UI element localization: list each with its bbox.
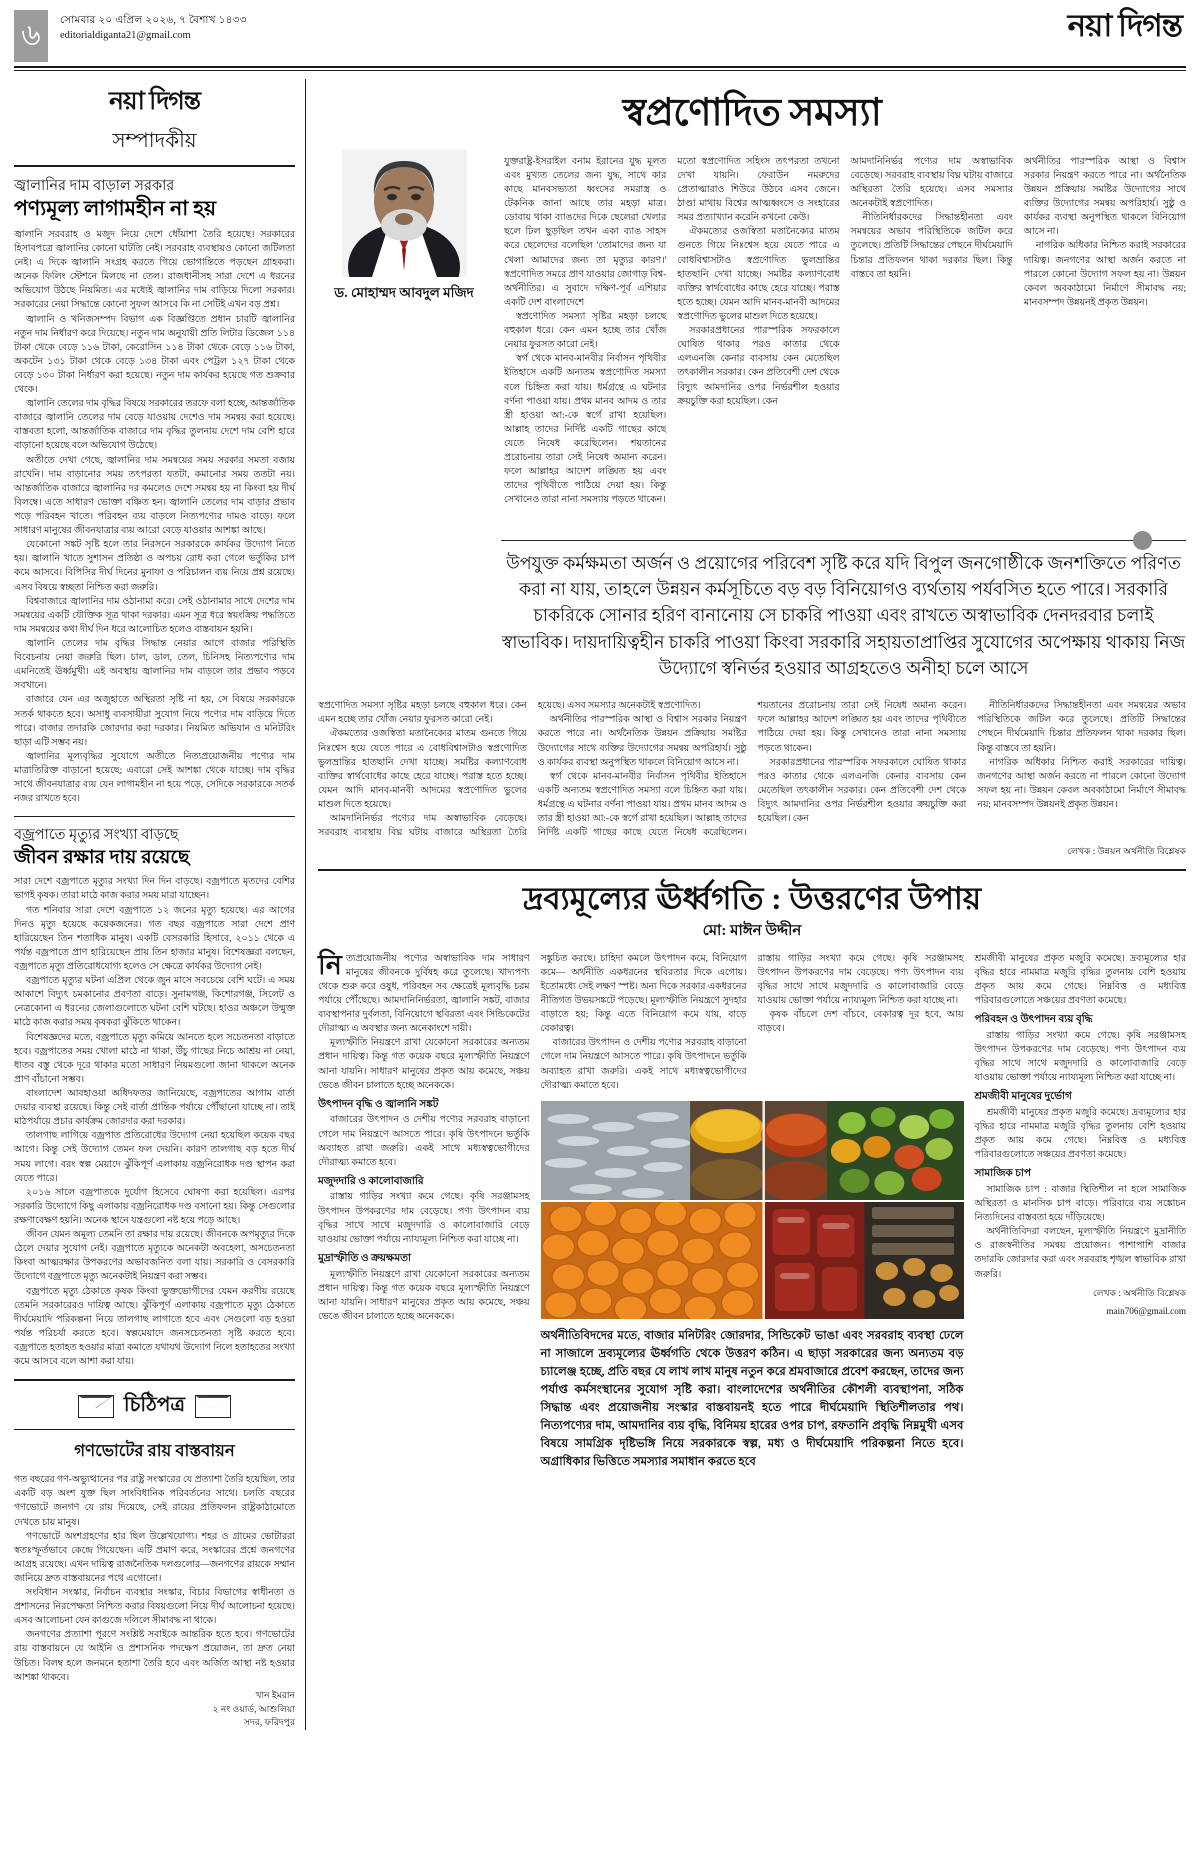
bottom-article-title: দ্রব্যমূল্যের ঊর্ধ্বগতি : উত্তরণের উপায় bbox=[522, 881, 982, 917]
subhead-2: মজুদদারি ও কালোবাজারি bbox=[318, 1175, 424, 1187]
main-article-lead-columns bbox=[504, 149, 1186, 508]
main-article-body-bottom bbox=[318, 699, 1186, 840]
paragraph: বজ্রপাতে মৃত্যুর ঘটনা এপ্রিল থেকে জুন মাসে সবচেয়ে বেশি ঘটে। এ সময় আকাশে বিদ্যুৎ চমকানোর প্রবণতা বাড়ে। সুনামগঞ্জ, কিশোরগঞ্জ, সিলেট ও নেত্রকোনা এ ধরনের জেলাগুলোতে ঘটনা বেশি ঘটছে। হাওর অঞ্চলে উন্মুক্ত মাঠে কাজ করার সময় কৃষকরা ঝুঁকিতে থাকেন। bbox=[14, 976, 295, 1029]
paragraph: শ্রমজীবী মানুষের প্রকৃত মজুরি কমেছে। দ্রব্যমূল্যের হার বৃদ্ধির হারে নামমাত্র মজুরি বৃদ্ধির তুলনায় বেশি হওয়ায় প্রকৃত আয় কমে গেছে। নিম্নবিত্ত ও মধ্যবিত্ত পরিবারগুলোতে সঞ্চয়ের প্রবণতা কমেছে। bbox=[974, 953, 1186, 1007]
editorial-email: editorialdiganta21@gmail.com bbox=[60, 30, 191, 42]
editorial-masthead bbox=[14, 79, 295, 124]
paragraph: সারা দেশে বজ্রপাতে মৃত্যুর সংখ্যা দিন দিন বাড়ছে। বজ্রপাতে মৃতদের বেশির ভাগই কৃষক। তারা মাঠে কাজ করার সময় মারা যাচ্ছেন। bbox=[14, 877, 295, 902]
paragraph: তালগাছ লাগিয়ে বজ্রপাত প্রতিরোধের উদ্যোগ নেয়া হয়েছিল কয়েক বছর আগে। কিন্তু সেই উদ্যোগ তেমন ফল দেয়নি। কারণ তালগাছ বড় হতে দীর্ঘ সময় লাগে। বরং স্বল্প মেয়াদে ঝুঁকিপূর্ণ এলাকায় বজ্রনিরোধক দণ্ড স্থাপন করা যেতে পারে। bbox=[14, 1131, 295, 1184]
header-divider bbox=[14, 66, 1186, 68]
paragraph: মূল্যস্ফীতি নিয়ন্ত্রণে রাখা যেকোনো সরকারের অন্যতম প্রধান দায়িত্ব। কিন্তু গত কয়েক বছরে মূল্যস্ফীতি নিয়ন্ত্রণে আনা যায়নি। সাধারণ মানুষের প্রকৃত আয় কমেছে, সঞ্চয় ভেঙে জীবন চালাতে হচ্ছে অনেককে। bbox=[318, 1038, 530, 1091]
pullquote-dot-icon bbox=[1133, 531, 1152, 550]
subhead-5: শ্রমজীবী মানুষের দুর্ভোগ bbox=[974, 1091, 1072, 1103]
lead-col-grid bbox=[504, 155, 1186, 508]
pull-quote bbox=[501, 526, 1186, 682]
paragraph: জ্বালানির মূল্যবৃদ্ধির সুযোগে অতীতে নিত্যপ্রয়োজনীয় পণ্যের দাম মাত্রাতিরিক্ত বাড়ানো হয়েছে; এবারো সেই আশঙ্কা থেকে যাচ্ছে। দাম বৃদ্ধির সাথে জীবনযাত্রার ব্যয় যেন লাগামহীন না হয়ে পড়ে, সেদিকে সরকারকে সতর্ক নজর রাখতে হবে। bbox=[14, 751, 295, 805]
editorial-2-headline: জীবন রক্ষার দায় রয়েছে bbox=[14, 847, 190, 869]
editorial-2-kicker: বজ্রপাতে মৃত্যুর সংখ্যা বাড়ছে bbox=[14, 827, 179, 844]
paragraph: ২০১৬ সালে বজ্রপাতকে দুর্যোগ হিসেবে ঘোষণা করা হয়েছিল। এরপর সরকারি উদ্যোগে কিছু এলাকায় বজ্রনিরোধক দণ্ড বসানো হয়। কিন্তু সেগুলোর রক্ষণাবেক্ষণ হয়নি। অনেক স্থানে যন্ত্রগুলো নষ্ট হয়ে পড়ে আছে। bbox=[14, 1187, 295, 1226]
editorial-item-1 bbox=[14, 177, 295, 806]
letters-section bbox=[14, 1390, 295, 1730]
paragraph: আমদানিনির্ভর পণ্যের দাম অস্বাভাবিক বেড়েছে। সরবরাহ ব্যবস্থায় বিঘ্ন ঘটায় বাজারে অস্থিরতা তৈরি হয়েছে। এসব সমস্যার অনেকটাই স্বপ্রণোদিত। bbox=[850, 156, 1013, 210]
paragraph: স্বপ্রণোদিত সমস্যা সৃষ্টির মহড়া চলছে বহুকাল ধরে। কেন এমন হচ্ছে তার খোঁজ নেয়ার ফুরসত কারো নেই। bbox=[318, 701, 527, 726]
editorial-brand: নয়া দিগন্ত bbox=[108, 88, 201, 115]
bottom-col-3 bbox=[758, 952, 964, 1093]
paragraph: জ্বালানি তেলের দাম বৃদ্ধির সিদ্ধান্ত নেয়ার আগে বাজার পরিস্থিতি বিবেচনায় নেয়া জরুরি ছিল। চাল, ডাল, তেল, চিনিসহ নিত্যপণ্যের দাম এমনিতেই ঊর্ধ্বমুখী। এই অবস্থায় জ্বালানির দাম বাড়লে তার প্রভাব পড়বে সবখানে। bbox=[14, 639, 295, 692]
paragraph: রাস্তায় গাড়ির সংখ্যা কমে গেছে। কৃষি সরঞ্জামসহ উৎপাদন উপকরণের দাম বেড়েছে। পণ্য উৎপাদন ব্যয় বৃদ্ধির সাথে সাথে মজুদদারি ও কালোবাজারি বেড়ে যাওয়ায় ভোক্তা পর্যায়ে ন্যায্যমূল্য নিশ্চিত করা যাচ্ছে না। bbox=[757, 953, 964, 1007]
paragraph: গত বছরের গণ-অভ্যুত্থানের পর রাষ্ট্র সংস্কারের যে প্রত্যাশা তৈরি হয়েছিল, তার একটি বড় অংশ যুক্ত ছিল সাংবিধানিক পরিবর্তনের সাথে। চলতি বছরের গণভোটে জনগণ যে রায় দিয়েছে, সেই রায়ের প্রতিফলন রাষ্ট্রকাঠামোতে দেখতে চায় মানুষ। bbox=[14, 1475, 295, 1528]
paragraph: নাগরিক অধিকার নিশ্চিত করাই সরকারের দায়িত্ব। জনগণের আস্থা অর্জন করতে না পারলে কোনো উদ্যোগ সফল হয় না। উন্নয়ন কেবল অবকাঠামো নির্মাণে সীমাবদ্ধ নয়; মানবসম্পদ উন্নয়নই প্রকৃত উন্নয়ন। bbox=[1023, 241, 1186, 308]
bottom-article-footer-mail: main706@gmail.com bbox=[1106, 1306, 1186, 1317]
paragraph: অর্থনীতির পারস্পরিক আস্থা ও বিশ্বাস সরকার নিয়ন্ত্রণ করতে পারে না। অর্থনৈতিক উন্নয়ন প্রক্রিয়ায় সমষ্টির উদ্যোগের সাথে ব্যক্তির উদ্যোগের সমন্বয় অপরিহার্য। সুষ্ঠু ও কার্যকর ব্যবস্থা অনুপস্থিত থাকলে বিনিয়োগ আসে না। bbox=[1023, 156, 1186, 238]
bottom-center-cols bbox=[541, 952, 964, 1093]
pullquote-text: উপযুক্ত কর্মক্ষমতা অর্জন ও প্রয়োগের পরিবেশ সৃষ্টি করে যদি বিপুল জনগোষ্ঠীকে জনশক্তিতে পরিণত করা না যায়, তাহলে উন্নয়ন কর্মসূচিতে বড় বড় বিনিয়োগও ব্যর্থতায় পর্যবসিত হতে পারে। সরকারি চাকরিকে সোনার হরিণ বানানোয় সে চাকরি পাওয়া এবং রাখতে অস্বাভাবিক দেনদরবার চলাই স্বাভাবিক। দায়দায়িত্বহীন চাকরি পাওয়া কিংবা সরকারি সহায়তাপ্রাপ্তির সুযোগের অপেক্ষায় থাকায় নিজ উদ্যোগে স্বনির্ভর হওয়ার আগ্রহতেও অনীহা চলে আসে bbox=[501, 552, 1186, 678]
bottom-article-grid bbox=[318, 949, 1186, 1471]
page-number-glyph: ৬ bbox=[21, 18, 41, 53]
letters-header bbox=[14, 1390, 295, 1423]
header-meta bbox=[60, 10, 1068, 43]
subhead-6: সামাজিক চাপ bbox=[974, 1168, 1031, 1180]
paragraph: ঐকমত্যের ওজস্বিতা মতানৈক্যের মাতম গুনতে গিয়ে নিঃশ্বেস হয়ে যেতে পারে এ বোধবিশ্বাসটাও স্বপ্রণোদিত ভুলভ্রান্তির হাতছানি দেখা যাচ্ছে। সমষ্টির কল্যাণবোধ ব্যক্তির স্বার্থবোধের কাছে হেরে যাচ্ছে। পরাস্ত হতে হচ্ছে। যেমন আদি মানব-মানবী আদমের স্বপ্রণোদিত ভুলের মাশুল দিতে হয়েছে। bbox=[318, 729, 527, 810]
paragraph: রাস্তায় গাড়ির সংখ্যা কমে গেছে। কৃষি সরঞ্জামসহ উৎপাদন উপকরণের দাম বেড়েছে। পণ্য উৎপাদন ব্যয় বৃদ্ধির সাথে সাথে মজুদদারি ও কালোবাজারি বেড়ে যাওয়ায় ভোক্তা পর্যায়ে ন্যায্যমূল্য নিশ্চিত করা যাচ্ছে না। bbox=[318, 1192, 530, 1245]
content-grid bbox=[0, 71, 1200, 1730]
bottom-col-4 bbox=[975, 952, 1187, 1471]
lead-col-2 bbox=[677, 155, 839, 508]
author-portrait-illustration bbox=[342, 149, 467, 277]
paragraph: বাজারে যেন এর অজুহাতে অস্থিরতা সৃষ্টি না হয়, সে বিষয়ে সরকারকে সতর্ক থাকতে হবে। অসাধু ব্যবসায়ীরা সুযোগ নিয়ে পণ্যের দাম বাড়িয়ে দিতে পারে। বাজার তদারকি জোরদার করা দরকার। নিয়মিত অভিযান ও মনিটরিং ছাড়া এটি সম্ভব নয়। bbox=[14, 695, 295, 748]
bottom-article-byline: মো: মাঈন উদ্দীন bbox=[702, 922, 802, 939]
letters-separator bbox=[14, 1379, 295, 1381]
paragraph: জ্বালানি সরবরাহ ও মজুদ নিয়ে দেশে ধোঁয়াশা তৈরি হয়েছে। সরকারের হিসাবপত্রে জ্বালানির কোনো ঘাটতি নেই। সরবরাহ ব্যবস্থায়ও কোনো জটিলতা নেই। এ দিকে জ্বালানি সংগ্রহ করতে গিয়ে ভোগান্তিতে পড়ছেন গ্রাহকরা। অনেক ফিলিং স্টেশনে মিলছে না তেল। রাজধানীসহ সারা দেশে এ ধরনের অভিযোগ উঠছে নিয়মিত। এর মধ্যেই জ্বালানির দাম বাড়িয়ে দিলো সরকার। সরকারের নেয়া সিদ্ধান্তে কোনো সুফল আসবে কি না সেটিই এখন বড় প্রশ্ন। bbox=[14, 229, 295, 311]
editorial-1-headline: পণ্যমূল্য লাগামহীন না হয় bbox=[14, 197, 217, 220]
bottom-col-2 bbox=[541, 952, 747, 1093]
letter-body bbox=[14, 1473, 295, 1685]
photo-caption: অর্থনীতিবিদদের মতে, বাজার মনিটরিং জোরদার, সিন্ডিকেট ভাঙা এবং সরবরাহ ব্যবস্থা ঢেলে না সাজালে দ্রব্যমূল্যের ঊর্ধ্বগতি থেকে উত্তরণ কঠিন। এ ছাড়া সরকারের জন্য অন্যতম বড় চ্যালেঞ্জ হচ্ছে, প্রতি বছর যে লাখ লাখ মানুষ নতুন করে শ্রমবাজারে প্রবেশ করছেন, তাদের জন্য পর্যাপ্ত কর্মসংস্থানের সুযোগ সৃষ্টি করা। বাংলাদেশের অর্থনীতির কৌশলী ব্যবস্থাপনা, সঠিক সিদ্ধান্ত এবং প্রয়োজনীয় সংস্কার বাস্তবায়নই হতে পারে দীর্ঘমেয়াদি স্থিতিশীলতার পথ। নিত্যপণ্যের দাম, আমদানির ব্যয় বৃদ্ধি, বিনিময় হারের ওপর চাপ, রফতানি প্রবৃদ্ধি নিম্নমুখী এসব বিষয়ে সামগ্রিক দৃষ্টিভঙ্গি নিয়ে সরকারকে স্বল্প, মধ্য ও দীর্ঘমেয়াদি পরিকল্পনা নিতে হবে। অগ্রাধিকার ভিত্তিতে সমস্যার সমাধান করতে হবে bbox=[540, 1328, 964, 1468]
paragraph: সঙ্কুচিত করছে। চাহিদা কমলে উৎপাদন কমে, বিনিয়োগ কমে— অর্থনীতি একধরনের স্থবিরতার দিকে এগোয়। ইতোমধ্যে সেই লক্ষণ স্পষ্ট। অন্য দিকে সরকার একধরনের নীতিগত উভয়সঙ্কটে পড়েছে। মূল্যস্ফীতি নিয়ন্ত্রণে সুদহার বাড়াতে হয়; কিন্তু এতে বিনিয়োগ কমে যায়, বাড়ে বেকারত্ব। bbox=[540, 953, 747, 1035]
letter-signature-addr2: সদর, ফরিদপুর bbox=[243, 1717, 295, 1728]
paragraph: বাজারের উৎপাদন ও দেশীয় পণ্যের সরবরাহ বাড়ানো গেলে দাম নিয়ন্ত্রণে আসতে পারে। কৃষি উৎপাদনে ভর্তুকি অব্যাহত রাখা জরুরি। একই সাথে মধ্যস্বত্বভোগীদের দৌরাত্ম্য কমাতে হবে। bbox=[540, 1038, 747, 1091]
paragraph: বাংলাদেশ আবহাওয়া অধিদফতর জানিয়েছে, বজ্রপাতের আগাম বার্তা দেয়ার ব্যবস্থা রয়েছে। কিন্তু সেই বার্তা প্রান্তিক পর্যায়ে পৌঁছানো যাচ্ছে না। তাই মাঠপর্যায়ে প্রচার কার্যক্রম জোরদার করা দরকার। bbox=[14, 1088, 295, 1128]
paragraph: স্বর্গ থেকে মানব-মানবীর নির্বাসন পৃথিবীর ইতিহাসে একটি অন্যতম স্বপ্রণোদিত সমস্যা বলে চিহ্নিত করা যায়। ধর্মগ্রন্থে এ ঘটনার বর্ণনা পাওয়া যায়। প্রথম মানব আদম ও তার স্ত্রী হাওয়া আ:-কে স্বর্গে রাখা হয়েছিল। আল্লাহ তাদের নির্দিষ্ট একটি গাছের কাছে যেতে নিষেধ করেছিলেন। শয়তানের প্ররোচনায় তারা সেই নিষেধ অমান্য করেন। ফলে আল্লাহর আদেশ লঙ্ঘিত হয় এবং তাদের পৃথিবীতে পাঠিয়ে দেয়া হয়। কিন্তু সেখানেও তারা নানা সমস্যায় পড়তে থাকেন। bbox=[504, 354, 667, 506]
paragraph: গণভোটে অংশগ্রহণের হার ছিল উল্লেখযোগ্য। শহর ও গ্রামের ভোটাররা স্বতঃস্ফূর্তভাবে কেন্দ্রে গিয়েছেন। এটি প্রমাণ করে, সংস্কারের প্রশ্নে জনগণের আগ্রহ রয়েছে। এখন দায়িত্ব রাজনৈতিক দলগুলোর—জনগণের রায়কে সম্মান জানিয়ে দ্রুত বাস্তবায়নের পথে এগোনো। bbox=[14, 1531, 295, 1584]
lead-col-3 bbox=[851, 155, 1013, 508]
paragraph: বিশেষজ্ঞদের মতে, বজ্রপাতে মৃত্যু কমিয়ে আনতে হলে সচেতনতা বাড়াতে হবে। বজ্রপাতের সময় খোলা মাঠে না থাকা, উঁচু গাছের নিচে আশ্রয় না নেয়া, ধাতব বস্তু থেকে দূরে থাকার মতো সাধারণ নিয়মগুলো জানা থাকলে অনেক প্রাণ বাঁচানো সম্ভব। bbox=[14, 1032, 295, 1085]
editorial-rule bbox=[14, 165, 295, 167]
editorial-1-body bbox=[14, 228, 295, 806]
paragraph: অতীতে দেখা গেছে, জ্বালানির দাম সমন্বয়ের সময় সরকার সমতা বজায় রাখেনি। দাম বাড়ানোর সময় তৎপরতা যতটা, কমানোর সময় ততটা নয়। আন্তর্জাতিক বাজারে জ্বালানির দর কমলেও দেশে সমন্বয় হয় না কিংবা হয় দীর্ঘ বিলম্বে। এতে সাধারণ ভোক্তা বঞ্চিত হন। জ্বালানি তেলের দাম বাড়ার প্রভাব পড়ে পরিবহন খাতে। পরিবহন ব্যয় বাড়লে নিত্যপণ্যের দামও বাড়ে। ফলে সাধারণ মানুষের জীবনযাত্রার ব্যয় আরো বেড়ে যাওয়ার আশঙ্কা আছে। bbox=[14, 455, 295, 537]
paragraph: সামাজিক চাপ : বাজার স্থিতিশীল না হলে সামাজিক অস্থিরতা ও মানসিক চাপ বাড়ে। পরিবারে ব্যয় সঙ্কোচন নিত্যদিনের বাস্তবতা হয়ে দাঁড়িয়েছে। bbox=[974, 1184, 1186, 1224]
paragraph: সংবিধান সংস্কার, নির্বাচন ব্যবস্থার সংস্কার, বিচার বিভাগের স্বাধীনতা ও প্রশাসনের নিরপেক্ষতা নিশ্চিত করার বিষয়গুলো নিয়ে দীর্ঘ আলোচনা হয়েছে। এসব আলোচনা যেন কাগুজে দলিলে সীমাবদ্ধ না থাকে। bbox=[14, 1588, 295, 1627]
paragraph: মূল্যস্ফীতি নিয়ন্ত্রণে রাখা যেকোনো সরকারের অন্যতম প্রধান দায়িত্ব। কিন্তু গত কয়েক বছরে মূল্যস্ফীতি নিয়ন্ত্রণে আনা যায়নি। সাধারণ মানুষের প্রকৃত আয় কমেছে, সঞ্চয় ভেঙে জীবন চালাতে হচ্ছে অনেককে। bbox=[318, 1269, 530, 1322]
main-article bbox=[318, 93, 1186, 859]
main-article-head bbox=[318, 149, 1186, 508]
paragraph: স্বপ্রণোদিত সমস্যা সৃষ্টির মহড়া চলছে বহুকাল ধরে। কেন এমন হচ্ছে তার খোঁজ নেয়ার ফুরসত কারো নেই। bbox=[504, 312, 667, 351]
author-photo bbox=[342, 149, 467, 277]
market-photo bbox=[541, 1101, 964, 1319]
newspaper-logo-text: নয়া দিগন্ত bbox=[1067, 8, 1182, 43]
paragraph: জ্বালানি ও খনিজসম্পদ বিভাগ এক বিজ্ঞপ্তিতে প্রধান চারটি জ্বালানির নতুন দাম নির্ধারণ করে দিয়েছে। নতুন দাম অনুযায়ী প্রতি লিটার ডিজেল ১১৪ টাকা থেকে বেড়ে ১১৬ টাকা, কেরোসিন ১১৪ টাকা থেকে বেড়ে ১১৬ টাকা, অকটেন ১৩১ টাকা থেকে বেড়ে ১৩৪ টাকা এবং পেট্রল ১২৭ টাকা থেকে বেড়ে ১৩০ টাকা নির্ধারণ করা হয়েছে। নতুন দাম কার্যকর হয়েছে গত শুক্রবার থেকে। bbox=[14, 314, 295, 396]
envelope-icon bbox=[78, 1395, 114, 1418]
bottom-article-footer-note: লেখক : অর্থনীতি বিশ্লেষক bbox=[1093, 1287, 1186, 1298]
bottom-article bbox=[318, 881, 1186, 1470]
editorial-2-body bbox=[14, 875, 295, 1369]
article-separator bbox=[318, 869, 1186, 871]
paragraph: জনগণের প্রত্যাশা পূরণে সংশ্লিষ্ট সবাইকে আন্তরিক হতে হবে। গণভোটের রায় বাস্তবায়নে যে আইনি ও প্রশাসনিক পদক্ষেপ প্রয়োজন, তা দ্রুত নেয়া উচিত। বিলম্ব হলে জনমনে হতাশা তৈরি হবে এবং অর্জিত আস্থা নষ্ট হওয়ার আশঙ্কা থাকবে। bbox=[14, 1630, 295, 1683]
pullquote-spacer-left bbox=[318, 516, 490, 692]
main-article-title: স্বপ্রণোদিত সমস্যা bbox=[622, 92, 882, 134]
letter-signature-name: খান ইমরান bbox=[255, 1689, 295, 1700]
paragraph: জ্বালানি তেলের দাম বৃদ্ধির বিষয়ে সরকারের তরফে বলা হচ্ছে, আন্তর্জাতিক বাজারে জ্বালানি তেলের দাম বেড়ে যাওয়ায় দেশেও দাম সমন্বয় করা হয়েছে। বাস্তবতা হলো, আন্তর্জাতিক বাজারে দাম বৃদ্ধির তুলনায় দেশে দাম বেশি হারে বাড়ানো হয়েছে বলে অভিযোগ উঠেছে। bbox=[14, 399, 295, 452]
publication-date: সোমবার ২০ এপ্রিল ২০২৬, ৭ বৈশাখ ১৪৩৩ bbox=[60, 15, 247, 26]
letter-signature-addr1: ২ নং ওয়ার্ড, আশুলিয়া bbox=[212, 1703, 295, 1714]
page-number-badge bbox=[14, 10, 48, 62]
paragraph: বিশ্ববাজারে জ্বালানির দাম ওঠানামা করে। সেই ওঠানামার সাথে দেশের দাম সমন্বয়ের একটি যৌক্তিক সূত্র থাকা দরকার। এমন সূত্র ধরে স্বয়ংক্রিয় পদ্ধতিতে দাম সমন্বয়ের কথা দীর্ঘ দিন ধরে আলোচিত হলেও বাস্তবায়ন হয়নি। bbox=[14, 596, 295, 635]
paragraph: জীবন যেমন অমূল্য তেমনি তা রক্ষার দায় রয়েছে। জীবনকে অপমৃত্যুর দিকে ঠেলে দেয়ার সুযোগ নেই। বজ্রপাতে মৃত্যুকে অনেকটা অবহেলা, অসচেতনতা কিংবা আত্মরক্ষার উপকরণের অভাবজনিত বলা যায়। সরকারি ও বেসরকারি উদ্যোগে বজ্রপাতে মৃত্যু অনেকটাই নিয়ন্ত্রণ করা সম্ভব। bbox=[14, 1230, 295, 1283]
paragraph: নাগরিক অধিকার নিশ্চিত করাই সরকারের দায়িত্ব। জনগণের আস্থা অর্জন করতে না পারলে কোনো উদ্যোগ সফল হয় না। উন্নয়ন কেবল অবকাঠামো নির্মাণে সীমাবদ্ধ নয়; মানবসম্পদ উন্নয়নই প্রকৃত উন্নয়ন। bbox=[977, 757, 1186, 810]
paragraph: বাজারের উৎপাদন ও দেশীয় পণ্যের সরবরাহ বাড়ানো গেলে দাম নিয়ন্ত্রণে আসতে পারে। কৃষি উৎপাদনে ভর্তুকি অব্যাহত রাখা জরুরি। একই সাথে মধ্যস্বত্বভোগীদের দৌরাত্ম্য কমাতে হবে। bbox=[318, 1115, 530, 1168]
editorial-separator bbox=[14, 816, 295, 817]
paragraph: গত শনিবার সারা দেশে বজ্রপাতে ১২ জনের মৃত্যু হয়েছে। এর আগের দিনও মৃত্যু হয়েছে কয়েকজনের। গত বছর বজ্রপাতে সারা দেশে প্রাণ হারিয়েছেন তিন শতাধিক মানুষ। একটি বেসরকারি হিসাবে, ২০১১ থেকে এ পর্যন্ত বজ্রপাতে প্রাণ হারিয়েছেন প্রায় তিন হাজার মানুষ। বিশেষজ্ঞরা বলছেন, বজ্রপাতে মৃত্যু প্রতিরোধযোগ্য হলেও সে ক্ষেত্রে কার্যকর উদ্যোগ নেই। bbox=[14, 905, 295, 972]
letters-section-title: চিঠিপত্র bbox=[123, 1394, 186, 1417]
pullquote-rule bbox=[501, 540, 1186, 541]
paragraph: কৃষক বাঁচলে দেশ বাঁচবে, বেকারত্ব দূর হবে, আয় বাড়বে। bbox=[757, 1010, 964, 1035]
page-header bbox=[0, 0, 1200, 62]
paragraph: রাস্তায় গাড়ির সংখ্যা কমে গেছে। কৃষি সরঞ্জামসহ উৎপাদন উপকরণের দাম বেড়েছে। পণ্য উৎপাদন ব্যয় বৃদ্ধির সাথে সাথে মজুদদারি ও কালোবাজারি বেড়ে যাওয়ায় ভোক্তা পর্যায়ে ন্যায্যমূল্য নিশ্চিত করা যাচ্ছে না। bbox=[974, 1030, 1186, 1084]
paragraph: অর্থনীতির পারস্পরিক আস্থা ও বিশ্বাস সরকার নিয়ন্ত্রণ করতে পারে না। অর্থনৈতিক উন্নয়ন প্রক্রিয়ায় সমষ্টির উদ্যোগের সাথে ব্যক্তির উদ্যোগের সমন্বয় অপরিহার্য। সুষ্ঠু ও কার্যকর ব্যবস্থা অনুপস্থিত থাকলে বিনিয়োগ আসে না। bbox=[537, 715, 747, 768]
paragraph: নীতিনির্ধারকদের সিদ্ধান্তহীনতা এবং সমন্বয়ের অভাব পরিস্থিতিকে জটিল করে তুলেছে। প্রতিটি সিদ্ধান্তের পেছনে দীর্ঘমেয়াদি চিন্তার প্রতিফলন থাকা দরকার ছিল। কিন্তু বাস্তবে তা হয়নি। bbox=[977, 701, 1186, 754]
paragraph: বজ্রপাতে মৃত্যু ঠেকাতে কৃষক কিংবা ভুক্তভোগীদের যেমন করণীয় রয়েছে তেমনি সরকারেরও দায়িত্ব আছে। ঝুঁকিপূর্ণ এলাকায় বজ্রপাতে মৃত্যু ঠেকাতে দীর্ঘমেয়াদি পরিকল্পনা নিয়ে তালগাছ লাগাতে হবে এবং সেগুলো বড় হওয়া পর্যন্ত পরিচর্যা করতে হবে। স্বল্পমেয়াদে জনসচেতনতা সৃষ্টি করতে হবে। বজ্রপাতে হতাহত হওয়ার মাত্রা কমাতে যথাযথ উদ্যোগ নিলে হতাহতের সংখ্যা কমে আসবে বলে আশা করা যায়। bbox=[14, 1286, 295, 1368]
pullquote-row bbox=[318, 516, 1186, 692]
bottom-center-block bbox=[541, 952, 964, 1471]
paragraph: শ্রমজীবী মানুষের প্রকৃত মজুরি কমেছে। দ্রব্যমূল্যের হার বৃদ্ধির হারে নামমাত্র মজুরি বৃদ্ধির তুলনায় বেশি হওয়ায় প্রকৃত আয় কমে গেছে। নিম্নবিত্ত ও মধ্যবিত্ত পরিবারগুলোতে সঞ্চয়ের প্রবণতা কমেছে। bbox=[974, 1107, 1186, 1161]
editorial-1-kicker: জ্বালানির দাম বাড়াল সরকার bbox=[14, 178, 175, 194]
paragraph: অর্থনীতিবিদরা বলছেন, মূল্যস্ফীতি নিয়ন্ত্রণে মুদ্রানীতি ও রাজস্বনীতির সমন্বয় প্রয়োজন। পাশাপাশি বাজার তদারকি জোরদার করা এবং সরবরাহ শৃঙ্খল স্বাভাবিক রাখা জরুরি। bbox=[974, 1227, 1186, 1280]
envelope-icon bbox=[195, 1395, 231, 1418]
lead-col-1 bbox=[504, 155, 666, 508]
editorial-item-2 bbox=[14, 826, 295, 1369]
pullquote-wrap bbox=[501, 516, 1186, 692]
lead-col-4 bbox=[1024, 155, 1186, 508]
paragraph: ত্যপ্রয়োজনীয় পণ্যের অস্বাভাবিক দাম সাধারণ মানুষের জীবনকে দুর্বিষহ করে তুলেছে। খাদ্যপণ্য থেকে শুরু করে ওষুধ, পরিবহন সব ক্ষেত্রেই মূল্যবৃদ্ধি চরম পর্যায়ে পৌঁছেছে। আমদানিনির্ভরতা, জ্বালানি সঙ্কট, বাজার ব্যবস্থাপনার দুর্বলতা, বিনিয়োগে স্থবিরতা এবং সিন্ডিকেটের দৌরাত্ম্য এ অবস্থার জন্য অনেকাংশে দায়ী। bbox=[318, 953, 530, 1035]
market-photo-illustration bbox=[541, 1101, 964, 1319]
author-block bbox=[318, 149, 490, 508]
paragraph: সরকারপ্রধানের পারস্পরিক সফরকালে ঘোষিত থাকার পরও কাতার থেকে এলএনজি কেনার ব্যবসায় কেন মেতেছিল তৎকালীন সরকার। কেন প্রতিবেশী দেশ থেকে বিদ্যুৎ আমদানির ওপর নির্ভরশীল হওয়ার ক্রয়চুক্তি করা হয়েছিল। কেন bbox=[757, 757, 967, 825]
subhead-3: মুদ্রাস্ফীতি ও ক্রয়ক্ষমতা bbox=[318, 1252, 411, 1264]
editorial-section-label: সম্পাদকীয় bbox=[112, 130, 197, 152]
letters-rule bbox=[14, 1429, 295, 1430]
author-name: ড. মোহাম্মদ আবদুল মজিদ bbox=[334, 284, 474, 300]
paragraph: যেকোনো সঙ্কট সৃষ্টি হলে তার নিরসনে সরকারকে কার্যকর উদ্যোগ নিতে হয়। জ্বালানি খাতে সুশাসন প্রতিষ্ঠা ও অপচয় রোধ করা গেলে ভর্তুকির চাপ কমে আসবে। বিপিসির দীর্ঘ দিনের মুনাফা ও পরিচালন ব্যয় নিয়ে প্রশ্ন রয়েছে। এসব বিষয়ে স্বচ্ছতা নিশ্চিত করা জরুরি। bbox=[14, 540, 295, 593]
main-article-footer-note: লেখক : উন্নয়ন অর্থনীতি বিশ্লেষক bbox=[1067, 846, 1186, 857]
paragraph: নীতিনির্ধারকদের সিদ্ধান্তহীনতা এবং সমন্বয়ের অভাব পরিস্থিতিকে জটিল করে তুলেছে। প্রতিটি সিদ্ধান্তের পেছনে দীর্ঘমেয়াদি চিন্তার প্রতিফলন থাকা দরকার ছিল। কিন্তু বাস্তবে তা হয়নি। bbox=[850, 213, 1013, 280]
paragraph: যুক্তরাষ্ট্র-ইসরাইল বনাম ইরানের যুদ্ধ মূলত এবং মুখ্যত তেলের জন্য যুদ্ধ, সাথে কার কাছে মানবসভ্যতা ধ্বংসের সমরাস্ত্র ও টেকনিক জানা আছে তার মহড়া মাত্র। ডোবায় থাকা ব্যাঙদের দিকে ছেলেরা খেলার ছলে ঢিল ছুড়ছিল তখন একা ব্যাঙ সাহস করে ছেলেদের বলেছিল 'তোমাদের জন্য যা খেলা আমাদের জন্য তা মৃত্যুর কারণ।' স্বপ্রণোদিত সমরে প্রাণ যাওয়ার জোগাড় বিশ্ব-অর্থনীতির। এ সুবাদে দক্ষিণ-পূর্ব এশিয়ার একটি দেশ বাংলাদেশে bbox=[504, 156, 667, 308]
paragraph: মতো স্বপ্রণোদিত সহিংস তৎপরতা তখনো দেখা যায়নি। ফেরাউন নমরুদের প্রেতাত্মারাও শিউরে উঠবে এসব জেনে। ঠাণ্ডা মাথায় বিশ্বের আত্মধ্বংসে ও সংহারের সমর প্রত্যাখ্যান করেনি কখনো কেউ। bbox=[677, 156, 840, 224]
paragraph: ঐকমত্যের ওজস্বিতা মতানৈক্যের মাতম গুনতে গিয়ে নিঃশ্বেস হয়ে যেতে পারে এ বোধবিশ্বাসটাও স্বপ্রণোদিত ভুলভ্রান্তির হাতছানি দেখা যাচ্ছে। সমষ্টির কল্যাণবোধ ব্যক্তির স্বার্থবোধের কাছে হেরে যাচ্ছে। পরাস্ত হতে হচ্ছে। যেমন আদি মানব-মানবী আদমের স্বপ্রণোদিত ভুলের মাশুল দিতে হয়েছে। bbox=[677, 227, 840, 322]
subhead-1: উৎপাদন বৃদ্ধি ও জ্বালানি সঙ্কট bbox=[318, 1098, 439, 1110]
bottom-col-1 bbox=[318, 949, 530, 1471]
editorial-column bbox=[14, 79, 306, 1730]
paragraph: স্বর্গ থেকে মানব-মানবীর নির্বাসন পৃথিবীর ইতিহাসে একটি অন্যতম স্বপ্রণোদিত সমস্যা বলে চিহ্নিত করা যায়। ধর্মগ্রন্থে এ ঘটনার বর্ণনা পাওয়া যায়। প্রথম মানব আদম ও তার স্ত্রী হাওয়া আ:-কে স্বর্গে রাখা হয়েছিল। আল্লাহ তাদের নির্দিষ্ট একটি গাছের কাছে যেতে নিষেধ করেছিলেন। শয়তানের প্ররোচনায় তারা সেই নিষেধ অমান্য করেন। ফলে আল্লাহর আদেশ লঙ্ঘিত হয় এবং তাদের পৃথিবীতে পাঠিয়ে দেয়া হয়। কিন্তু সেখানেও তারা নানা সমস্যায় পড়তে থাকেন। bbox=[537, 701, 967, 839]
paragraph: সরকারপ্রধানের পারস্পরিক সফরকালে ঘোষিত থাকার পরও কাতার থেকে এলএনজি কেনার ব্যবসায় কেন মেতেছিল তৎকালীন সরকার। কেন প্রতিবেশী দেশ থেকে বিদ্যুৎ আমদানির ওপর নির্ভরশীল হওয়ার ক্রয়চুক্তি করা হয়েছিল। কেন bbox=[677, 326, 840, 407]
newspaper-logo bbox=[1068, 10, 1186, 41]
subhead-4: পরিবহন ও উৎপাদন ব্যয় বৃদ্ধি bbox=[974, 1014, 1093, 1026]
paragraph: আমদানিনির্ভর পণ্যের দাম অস্বাভাবিক বেড়েছে। সরবরাহ ব্যবস্থায় বিঘ্ন ঘটায় বাজারে অস্থিরতা তৈরি হয়েছে। এসব সমস্যার অনেকটাই স্বপ্রণোদিত। bbox=[318, 701, 701, 839]
letter-signature bbox=[14, 1689, 295, 1730]
letter-title: গণভোটের রায় বাস্তবায়ন bbox=[74, 1441, 235, 1461]
articles-column bbox=[306, 79, 1186, 1730]
drop-cap: নি bbox=[318, 949, 342, 980]
